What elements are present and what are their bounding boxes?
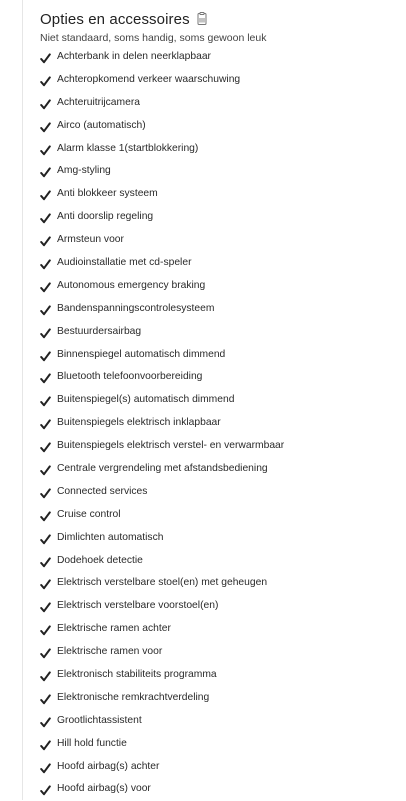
checkmark-icon — [40, 692, 51, 703]
option-label: Grootlichtassistent — [57, 714, 142, 726]
checkmark-icon — [40, 51, 51, 62]
option-item — [40, 709, 400, 732]
section-subtitle: Niet standaard, soms handig, soms gewoon leuk — [40, 32, 267, 44]
checkmark-icon — [40, 509, 51, 520]
checkmark-icon — [40, 623, 51, 634]
checkmark-icon — [40, 394, 51, 405]
checkmark-icon — [40, 761, 51, 772]
checkmark-icon — [40, 349, 51, 360]
checkmark-icon — [40, 738, 51, 749]
option-label: Dimlichten automatisch — [57, 531, 164, 543]
checkmark-icon — [40, 646, 51, 657]
checkmark-icon — [40, 417, 51, 428]
option-label: Achterbank in delen neerklapbaar — [57, 50, 211, 62]
option-item — [40, 182, 400, 205]
option-label: Elektrisch verstelbare voorstoel(en) — [57, 600, 219, 612]
option-label: Elektrisch verstelbare stoel(en) met geheugen — [57, 577, 268, 589]
option-label: Buitenspiegels elektrisch inklapbaar — [57, 417, 221, 429]
checkmark-icon — [40, 74, 51, 85]
checkmark-icon — [40, 97, 51, 108]
section-title: Opties en accessoires — [40, 10, 190, 28]
option-item — [40, 159, 400, 182]
title-row — [40, 9, 400, 29]
option-label: Achteruitrijcamera — [57, 96, 140, 108]
option-item — [40, 778, 400, 801]
option-item — [40, 45, 400, 68]
option-label: Elektronisch stabiliteits programma — [57, 668, 217, 680]
checkmark-icon — [40, 532, 51, 543]
option-item — [40, 640, 400, 663]
option-label: Autonomous emergency braking — [57, 279, 206, 291]
option-label: Elektrische ramen achter — [57, 623, 171, 635]
option-item — [40, 320, 400, 343]
option-label: Buitenspiegels elektrisch verstel- en verwarmbaar — [57, 440, 285, 452]
option-item — [40, 526, 400, 549]
checkmark-icon — [40, 371, 51, 382]
checkmark-icon — [40, 188, 51, 199]
option-label: Achteropkomend verkeer waarschuwing — [57, 73, 241, 85]
option-item — [40, 503, 400, 526]
option-label: Elektrische ramen voor — [57, 646, 163, 658]
option-label: Armsteun voor — [57, 234, 124, 246]
option-item — [40, 91, 400, 114]
checkmark-icon — [40, 257, 51, 268]
option-item — [40, 549, 400, 572]
option-label: Connected services — [57, 485, 148, 497]
option-label: Hill hold functie — [57, 737, 127, 749]
option-label: Anti doorslip regeling — [57, 211, 154, 223]
option-item — [40, 686, 400, 709]
options-list — [40, 45, 400, 800]
option-item — [40, 137, 400, 160]
option-label: Binnenspiegel automatisch dimmend — [57, 348, 226, 360]
checkmark-icon — [40, 715, 51, 726]
option-item — [40, 68, 400, 91]
option-item — [40, 617, 400, 640]
option-item — [40, 251, 400, 274]
checkmark-icon — [40, 120, 51, 131]
option-label: Airco (automatisch) — [57, 119, 146, 131]
option-label: Bandenspanningscontrolesysteem — [57, 302, 215, 314]
checkmark-icon — [40, 143, 51, 154]
option-item — [40, 365, 400, 388]
checkmark-icon — [40, 783, 51, 794]
checkmark-icon — [40, 211, 51, 222]
option-item — [40, 732, 400, 755]
checkmark-icon — [40, 303, 51, 314]
option-item — [40, 411, 400, 434]
option-label: Amg-styling — [57, 165, 111, 177]
option-label: Bestuurdersairbag — [57, 325, 142, 337]
checkmark-icon — [40, 280, 51, 291]
option-item — [40, 274, 400, 297]
checkmark-icon — [40, 326, 51, 337]
checkmark-icon — [40, 440, 51, 451]
option-item — [40, 343, 400, 366]
option-item — [40, 755, 400, 778]
checkmark-icon — [40, 669, 51, 680]
option-item — [40, 434, 400, 457]
option-label: Anti blokkeer systeem — [57, 188, 158, 200]
option-item — [40, 571, 400, 594]
section-header — [40, 9, 400, 44]
option-label: Dodehoek detectie — [57, 554, 143, 566]
option-item — [40, 297, 400, 320]
option-label: Alarm klasse 1(startblokkering) — [57, 142, 199, 154]
checkmark-icon — [40, 165, 51, 176]
option-label: Buitenspiegel(s) automatisch dimmend — [57, 394, 235, 406]
checkmark-icon — [40, 555, 51, 566]
document-icon — [196, 12, 208, 26]
option-item — [40, 480, 400, 503]
option-item — [40, 457, 400, 480]
checkmark-icon — [40, 600, 51, 611]
option-item — [40, 205, 400, 228]
option-label: Audioinstallatie met cd-speler — [57, 256, 192, 268]
checkmark-icon — [40, 234, 51, 245]
option-label: Centrale vergrendeling met afstandsbediening — [57, 462, 268, 474]
option-item — [40, 114, 400, 137]
option-item — [40, 228, 400, 251]
option-label: Bluetooth telefoonvoorbereiding — [57, 371, 203, 383]
option-label: Elektronische remkrachtverdeling — [57, 691, 210, 703]
checkmark-icon — [40, 463, 51, 474]
option-item — [40, 663, 400, 686]
option-label: Cruise control — [57, 508, 121, 520]
checkmark-icon — [40, 577, 51, 588]
option-item — [40, 594, 400, 617]
checkmark-icon — [40, 486, 51, 497]
option-label: Hoofd airbag(s) voor — [57, 783, 151, 795]
option-item — [40, 388, 400, 411]
option-label: Hoofd airbag(s) achter — [57, 760, 160, 772]
